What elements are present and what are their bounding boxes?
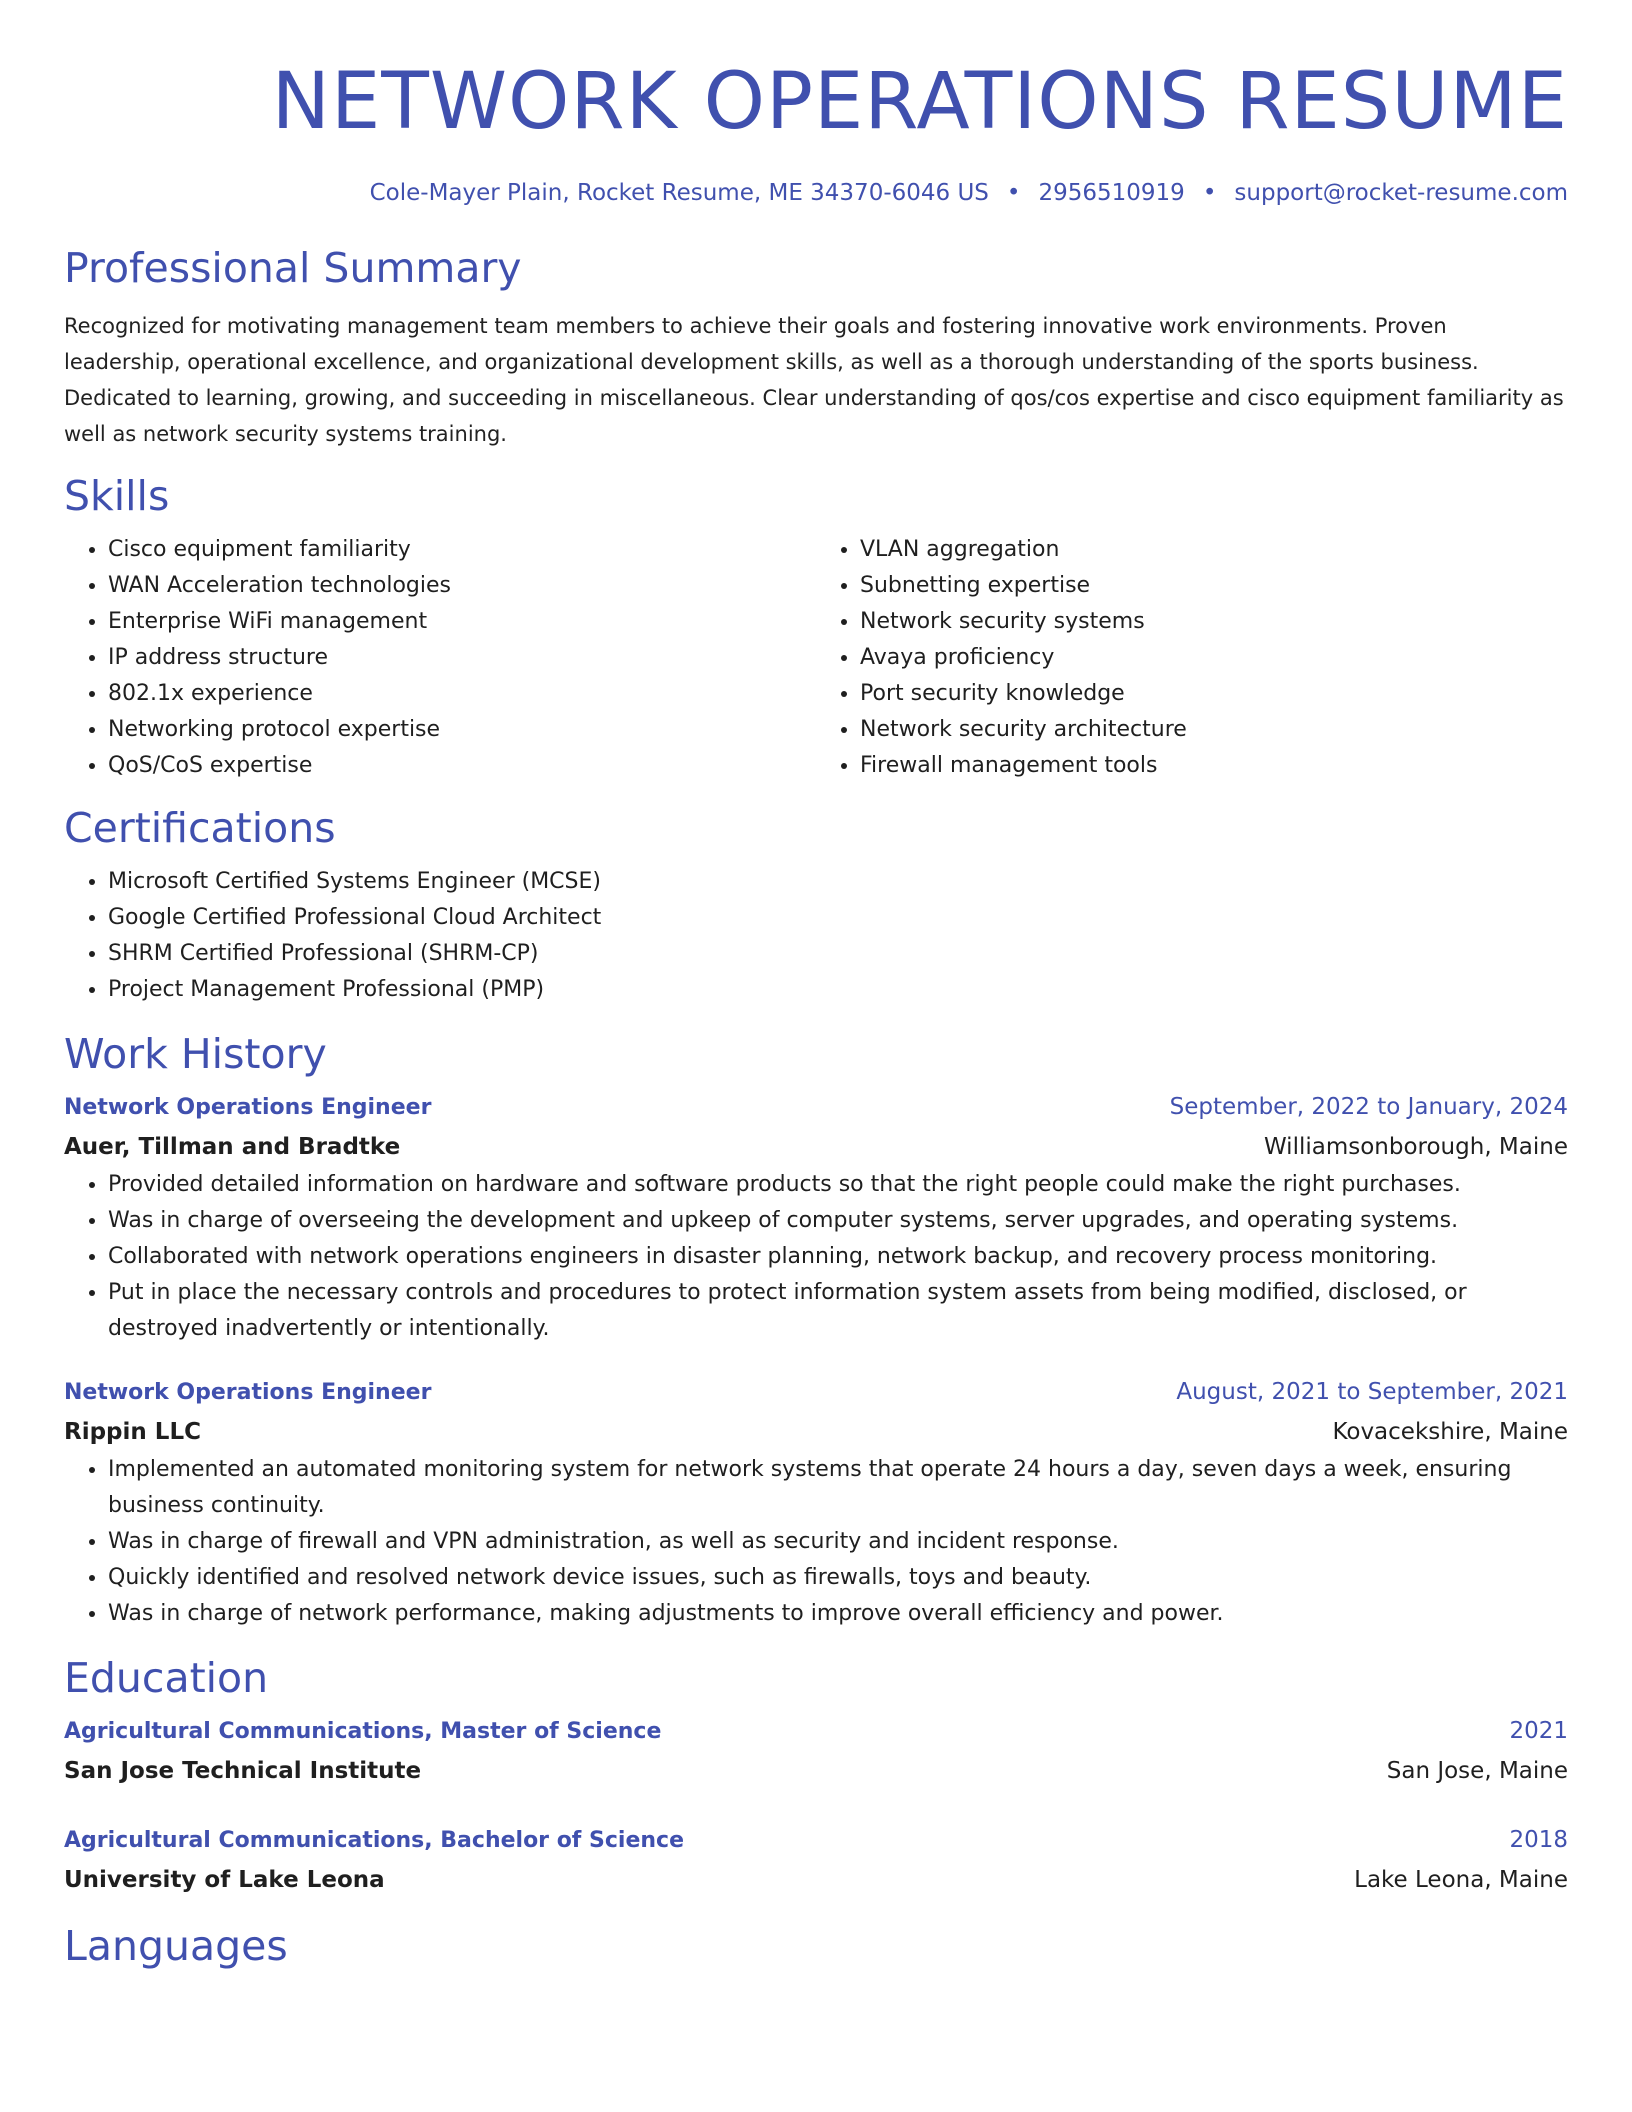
job-bullet: • Was in charge of overseeing the development and upkeep of computer systems, server upgrades, and operating systems. [108, 1203, 1568, 1239]
certifications-heading: Certifications [64, 804, 336, 852]
job-dates: August, 2021 to September, 2021 [1176, 1379, 1568, 1405]
education-school: San Jose Technical Institute [64, 1758, 422, 1784]
summary-section [64, 242, 1568, 452]
job-bullet: • Was in charge of firewall and VPN administration, as well as security and incident response. [108, 1524, 1568, 1560]
certifications-list [64, 864, 1568, 1008]
job-dates: September, 2022 to January, 2024 [1169, 1094, 1568, 1120]
contact-separator: • [1006, 180, 1021, 206]
skills-list-right [816, 532, 1568, 784]
skill-item: • WAN Acceleration technologies [108, 568, 816, 604]
resume-title: NETWORK OPERATIONS RESUME [271, 57, 1568, 147]
education-year: 2021 [1509, 1718, 1568, 1744]
education-degree: Agricultural Communications, Master of Science [64, 1719, 662, 1744]
certification-item: • Microsoft Certified Systems Engineer (MCSE) [108, 864, 1568, 900]
certifications-section [64, 802, 1568, 1008]
skill-item: • Subnetting expertise [860, 568, 1568, 604]
education-location: Lake Leona, Maine [1354, 1867, 1568, 1893]
job-header-row [64, 1373, 1568, 1412]
skills-grid [64, 532, 1568, 784]
education-org-row [64, 1860, 1568, 1900]
skill-item: • Networking protocol expertise [108, 712, 816, 748]
education-org-row [64, 1751, 1568, 1791]
languages-heading: Languages [64, 1922, 288, 1970]
job-entry [64, 1088, 1568, 1347]
job-title: Network Operations Engineer [64, 1380, 432, 1405]
education-entry [64, 1712, 1568, 1791]
education-school: University of Lake Leona [64, 1867, 385, 1893]
education-degree: Agricultural Communications, Bachelor of Science [64, 1828, 685, 1853]
job-bullet: • Implemented an automated monitoring system for network systems that operate 24 hours a day, seven days a week, ensuring business continuity. [108, 1452, 1568, 1524]
job-bullet: • Collaborated with network operations engineers in disaster planning, network backup, and recovery process monitoring. [108, 1239, 1568, 1275]
skills-heading: Skills [64, 472, 170, 520]
job-bullets [64, 1452, 1568, 1632]
education-header-row [64, 1712, 1568, 1751]
skill-item: • Enterprise WiFi management [108, 604, 816, 640]
job-company: Rippin LLC [64, 1419, 201, 1445]
certification-item: • SHRM Certified Professional (SHRM-CP) [108, 936, 1568, 972]
skill-item: • 802.1x experience [108, 676, 816, 712]
contact-phone: 2956510919 [1038, 180, 1185, 206]
skill-item: • Firewall management tools [860, 748, 1568, 784]
contact-address: Cole-Mayer Plain, Rocket Resume, ME 34370-6046 US [369, 180, 989, 206]
job-org-row [64, 1127, 1568, 1167]
skill-item: • Network security architecture [860, 712, 1568, 748]
contact-email: support@rocket-resume.com [1234, 180, 1568, 206]
skill-item: • IP address structure [108, 640, 816, 676]
skill-item: • QoS/CoS expertise [108, 748, 816, 784]
education-section [64, 1652, 1568, 1900]
job-location: Williamsonborough, Maine [1263, 1134, 1568, 1160]
summary-text: Recognized for motivating management team members to achieve their goals and fostering innovative work environments. Proven leadership, operational excellence, and organizational development skills, as well as a thorough understanding of the sports business. Dedicated to learning, growing, and succeeding in miscellaneous. Clear understanding of qos/cos expertise and cisco equipment familiarity as well as network security systems training. [64, 314, 1564, 446]
job-bullet: • Provided detailed information on hardware and software products so that the right people could make the right purchases. [108, 1167, 1568, 1203]
contact-line [64, 178, 1568, 208]
skill-item: • Network security systems [860, 604, 1568, 640]
job-header-row [64, 1088, 1568, 1127]
job-org-row [64, 1412, 1568, 1452]
skill-item: • Port security knowledge [860, 676, 1568, 712]
work-history-heading: Work History [64, 1030, 327, 1078]
education-entry [64, 1821, 1568, 1900]
languages-section [64, 1920, 1568, 1972]
education-year: 2018 [1509, 1827, 1568, 1853]
work-history-section [64, 1028, 1568, 1632]
job-title: Network Operations Engineer [64, 1095, 432, 1120]
job-entry [64, 1373, 1568, 1632]
summary-heading: Professional Summary [64, 244, 522, 292]
job-bullet: • Put in place the necessary controls and procedures to protect information system assets from being modified, disclosed, or destroyed inadvertently or intentionally. [108, 1275, 1568, 1347]
skill-item: • Avaya proficiency [860, 640, 1568, 676]
job-location: Kovacekshire, Maine [1332, 1419, 1568, 1445]
certification-item: • Project Management Professional (PMP) [108, 972, 1568, 1008]
job-bullets [64, 1167, 1568, 1347]
resume-page [64, 0, 1568, 1972]
education-header-row [64, 1821, 1568, 1860]
education-heading: Education [64, 1654, 269, 1702]
skill-item: • Cisco equipment familiarity [108, 532, 816, 568]
skills-section [64, 470, 1568, 784]
skills-list-left [64, 532, 816, 784]
certification-item: • Google Certified Professional Cloud Architect [108, 900, 1568, 936]
skill-item: • VLAN aggregation [860, 532, 1568, 568]
education-location: San Jose, Maine [1386, 1758, 1568, 1784]
contact-separator: • [1202, 180, 1217, 206]
job-bullet: • Quickly identified and resolved network device issues, such as firewalls, toys and beauty. [108, 1560, 1568, 1596]
job-bullet: • Was in charge of network performance, making adjustments to improve overall efficiency and power. [108, 1596, 1568, 1632]
job-company: Auer, Tillman and Bradtke [64, 1134, 401, 1160]
